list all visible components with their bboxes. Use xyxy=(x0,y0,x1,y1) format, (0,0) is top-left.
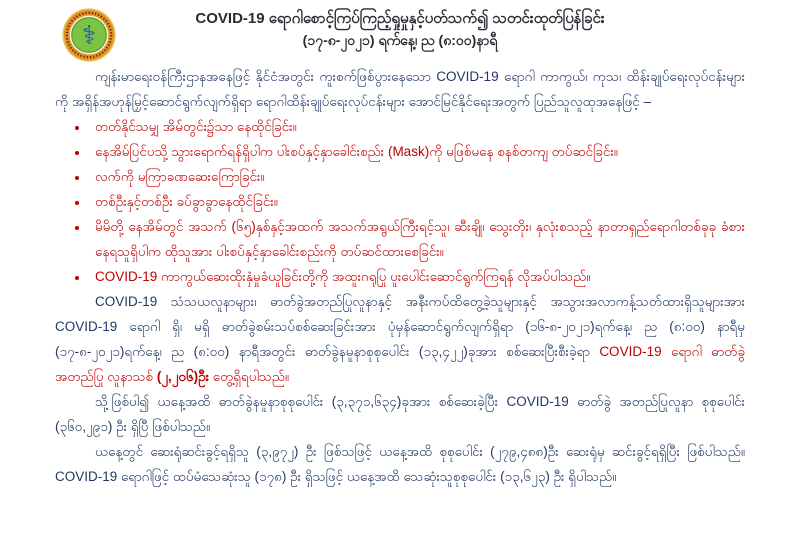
surveillance-paragraph xyxy=(55,289,745,389)
new-cases-figure: (၂,၂၀၆)ဦး xyxy=(156,369,210,384)
cumulative-paragraph: သို့ဖြစ်ပါ၍ ယနေ့အထိ ဓာတ်ခွဲနမူနာစုစုပေါင်း (၃,၃၇၁,၆၃၄)ခုအား စစ်ဆေးခဲ့ပြီး COVID-19 ဓာတ်ခွဲ အတည်ပြုလူနာ စုစုပေါင်း (၃၆၀,၂၉၁) ဦး ရှိပြီ ဖြစ်ပါသည်။ xyxy=(55,394,745,434)
ministry-of-health-logo-icon xyxy=(62,8,116,62)
precaution-item-distancing: • တစ်ဦးနှင့်တစ်ဦး ခပ်ခွာခွာနေထိုင်ခြင်း။ xyxy=(89,189,745,214)
page-title xyxy=(0,8,800,50)
precaution-list xyxy=(55,114,745,289)
precaution-item-wash-hands: • လက်ကို မကြာခဏဆေးကြောခြင်း။ xyxy=(89,164,745,189)
announcement-body xyxy=(0,60,800,489)
outcomes-paragraph: ယနေ့တွင် ဆေးရုံဆင်းခွင့်ရရှိသူ (၃,၉၇၂) ဦး ဖြစ်သဖြင့် ယနေ့အထိ စုစုပေါင်း (၂၇၉,၄၈၈)ဦး ဆေးရုံမှ ဆင်းခွင့်ရရှိပြီး ဖြစ်ပါသည်။ COVID-19 ရောဂါဖြင့် ထပ်မံသေဆုံးသူ (၁၇၈) ဦး ရှိသဖြင့် ယနေ့အထိ သေဆုံးသူစုစုပေါင်း (၁၃,၆၂၃) ဦး ရှိပါသည်။ xyxy=(55,444,745,484)
new-cases-tail: တွေ့ရှိရပါသည်။ xyxy=(209,369,289,384)
new-cases-lead: COVID-19 ရောဂါ ဓာတ်ခွဲ အတည်ပြု လူနာသစ် xyxy=(55,344,745,384)
intro-paragraph: ကျန်းမာရေးဝန်ကြီးဌာနအနေဖြင့် နိုင်ငံအတွင်း ကူးစက်ဖြစ်ပွားနေသော COVID-19 ရောဂါ ကာကွယ်၊ ကုသ၊ ထိန်းချုပ်ရေးလုပ်ငန်းများကို အရှိန်အဟုန်မြှင့်ဆောင်ရွက်လျက်ရှိရာ ရောဂါထိန်းချုပ်ရေးလုပ်ငန်းများ အောင်မြင်နိုင်ရေးအတွက် ပြည်သူလူထုအနေဖြင့် – xyxy=(55,69,745,109)
precaution-item-stay-home: • တတ်နိုင်သမျှ အိမ်တွင်း၌သာ နေထိုင်ခြင်း။ xyxy=(89,114,745,139)
title-line-2: (၁၇-၈-၂၀၂၁) ရက်နေ့၊ ည (၈:၀၀)နာရီ xyxy=(302,32,498,48)
header xyxy=(0,0,800,60)
surveillance-lead: COVID-19 သံသယလူနာများ၊ ဓာတ်ခွဲအတည်ပြုလူနာနှင့် အနီးကပ်ထိတွေ့ခဲ့သူများနှင့် အသွားအလာကန့်သတ်ထားရှိသူများအား COVID-19 ရောဂါ ရှိ၊ မရှိ ဓာတ်ခွဲစမ်းသပ်စစ်ဆေးခြင်းအား ပုံမှန်ဆောင်ရွက်လျက်ရှိရာ (၁၆-၈-၂၀၂၁)ရက်နေ့၊ ည (၈:၀၀) နာရီမှ (၁၇-၈-၂၀၂၁)ရက်နေ့၊ ည (၈:၀၀) နာရီအတွင်း ဓာတ်ခွဲနမူနာစုစုပေါင်း (၁၃,၄၂၂)ခုအား စစ်ဆေးပြီးစီးခဲ့ရာ xyxy=(55,294,745,359)
title-line-1: COVID-19 ရောဂါစောင့်ကြပ်ကြည့်ရှုမှုနှင့်ပတ်သက်၍ သတင်းထုတ်ပြန်ခြင်း xyxy=(195,10,605,27)
precaution-item-mask: • နေအိမ်ပြင်ပသို့ သွားရောက်ရန်ရှိပါက ပါးစပ်နှင့်နှာခေါင်းစည်း (Mask)ကို မဖြစ်မနေ စနစ်တကျ တပ်ဆင်ခြင်း။ xyxy=(89,139,745,164)
svg-text:⚕: ⚕ xyxy=(81,22,97,51)
precaution-item-vaccination: • COVID-19 ကာကွယ်ဆေးထိုးနှံမှုခံယူခြင်းတို့ကို အထူးဂရုပြု ပူးပေါင်းဆောင်ရွက်ကြရန် လိုအပ်ပါသည်။ xyxy=(89,264,745,289)
precaution-item-elderly-mask: • မိမိတို့ နေအိမ်တွင် အသက် (၆၅)နှစ်နှင့်အထက် အသက်အရွယ်ကြီးရင့်သူ၊ ဆီးချို၊ သွေးတိုး၊ နှလုံးစသည့် နာတာရှည်ရောဂါတစ်ခုခု ခံစားနေရသူရှိပါက ထိုသူအား ပါးစပ်နှင့်နှာခေါင်းစည်းကို တပ်ဆင်ထားစေခြင်း။ xyxy=(89,214,745,264)
